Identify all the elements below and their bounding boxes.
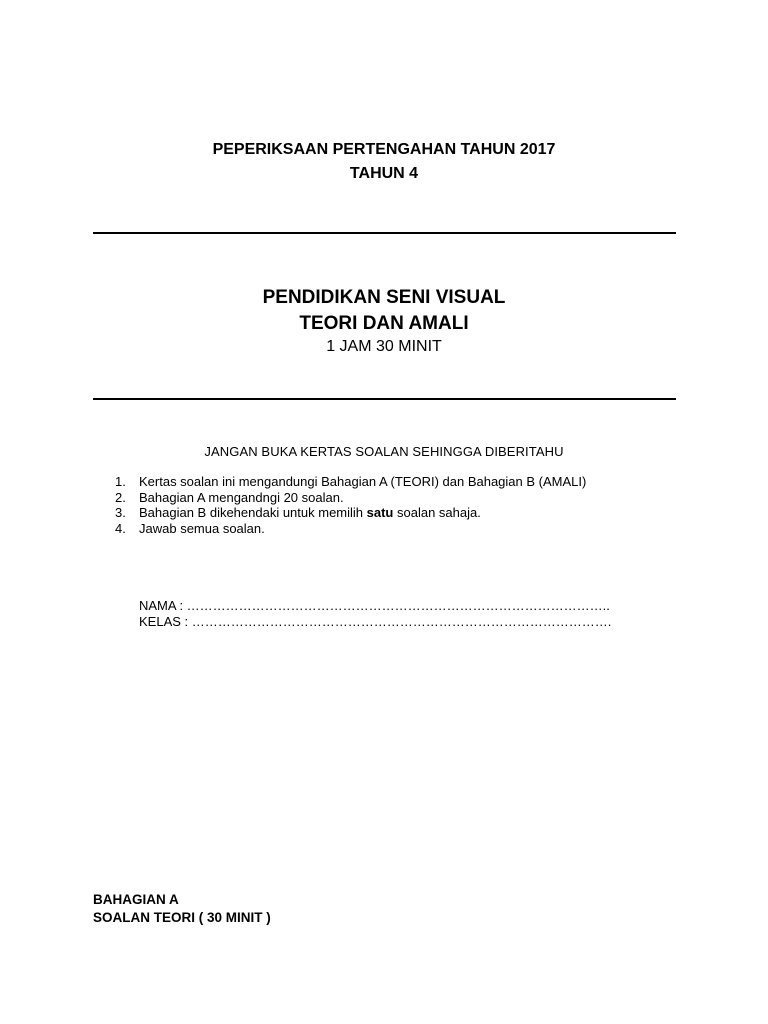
student-fields <box>139 598 611 629</box>
section-heading <box>93 891 271 926</box>
exam-duration: 1 JAM 30 MINIT <box>326 338 442 355</box>
instruction-number: 4. <box>115 520 126 536</box>
instruction-text: Jawab semua soalan. <box>139 520 265 536</box>
instruction-item <box>93 505 586 521</box>
subject-name: PENDIDIKAN SENI VISUAL <box>262 287 506 308</box>
instruction-text: Kertas soalan ini mengandungi Bahagian A (TEORI) dan Bahagian B (AMALI) <box>139 474 587 489</box>
section-title: BAHAGIAN A <box>93 892 179 907</box>
instruction-item <box>93 490 586 506</box>
class-field[interactable]: KELAS : ……………………………………………………………………………………. <box>139 613 612 629</box>
instruction-text: Bahagian B dikehendaki untuk memilih <box>139 505 367 520</box>
year-level: TAHUN 4 <box>349 165 419 182</box>
instruction-item <box>93 521 586 537</box>
divider-top <box>93 232 676 234</box>
instruction-number: 1. <box>115 474 126 489</box>
name-field[interactable]: NAMA : …………………………………………………………………………………….. <box>139 598 610 613</box>
divider-bottom <box>93 398 676 400</box>
instruction-text: Bahagian A mengandngi 20 soalan. <box>139 489 344 505</box>
section-subtitle: SOALAN TEORI ( 30 MINIT ) <box>93 909 271 925</box>
exam-title: PEPERIKSAAN PERTENGAHAN TAHUN 2017 <box>212 141 556 158</box>
paper-name: TEORI DAN AMALI <box>299 313 469 334</box>
instruction-number: 3. <box>115 505 126 520</box>
instruction-item <box>93 474 586 490</box>
instruction-number: 2. <box>115 489 126 505</box>
warning-notice: JANGAN BUKA KERTAS SOALAN SEHINGGA DIBERITAHU <box>204 444 564 459</box>
instructions-list <box>93 474 586 536</box>
instruction-text: soalan sahaja. <box>393 505 481 520</box>
instruction-emphasis: satu <box>366 505 394 520</box>
